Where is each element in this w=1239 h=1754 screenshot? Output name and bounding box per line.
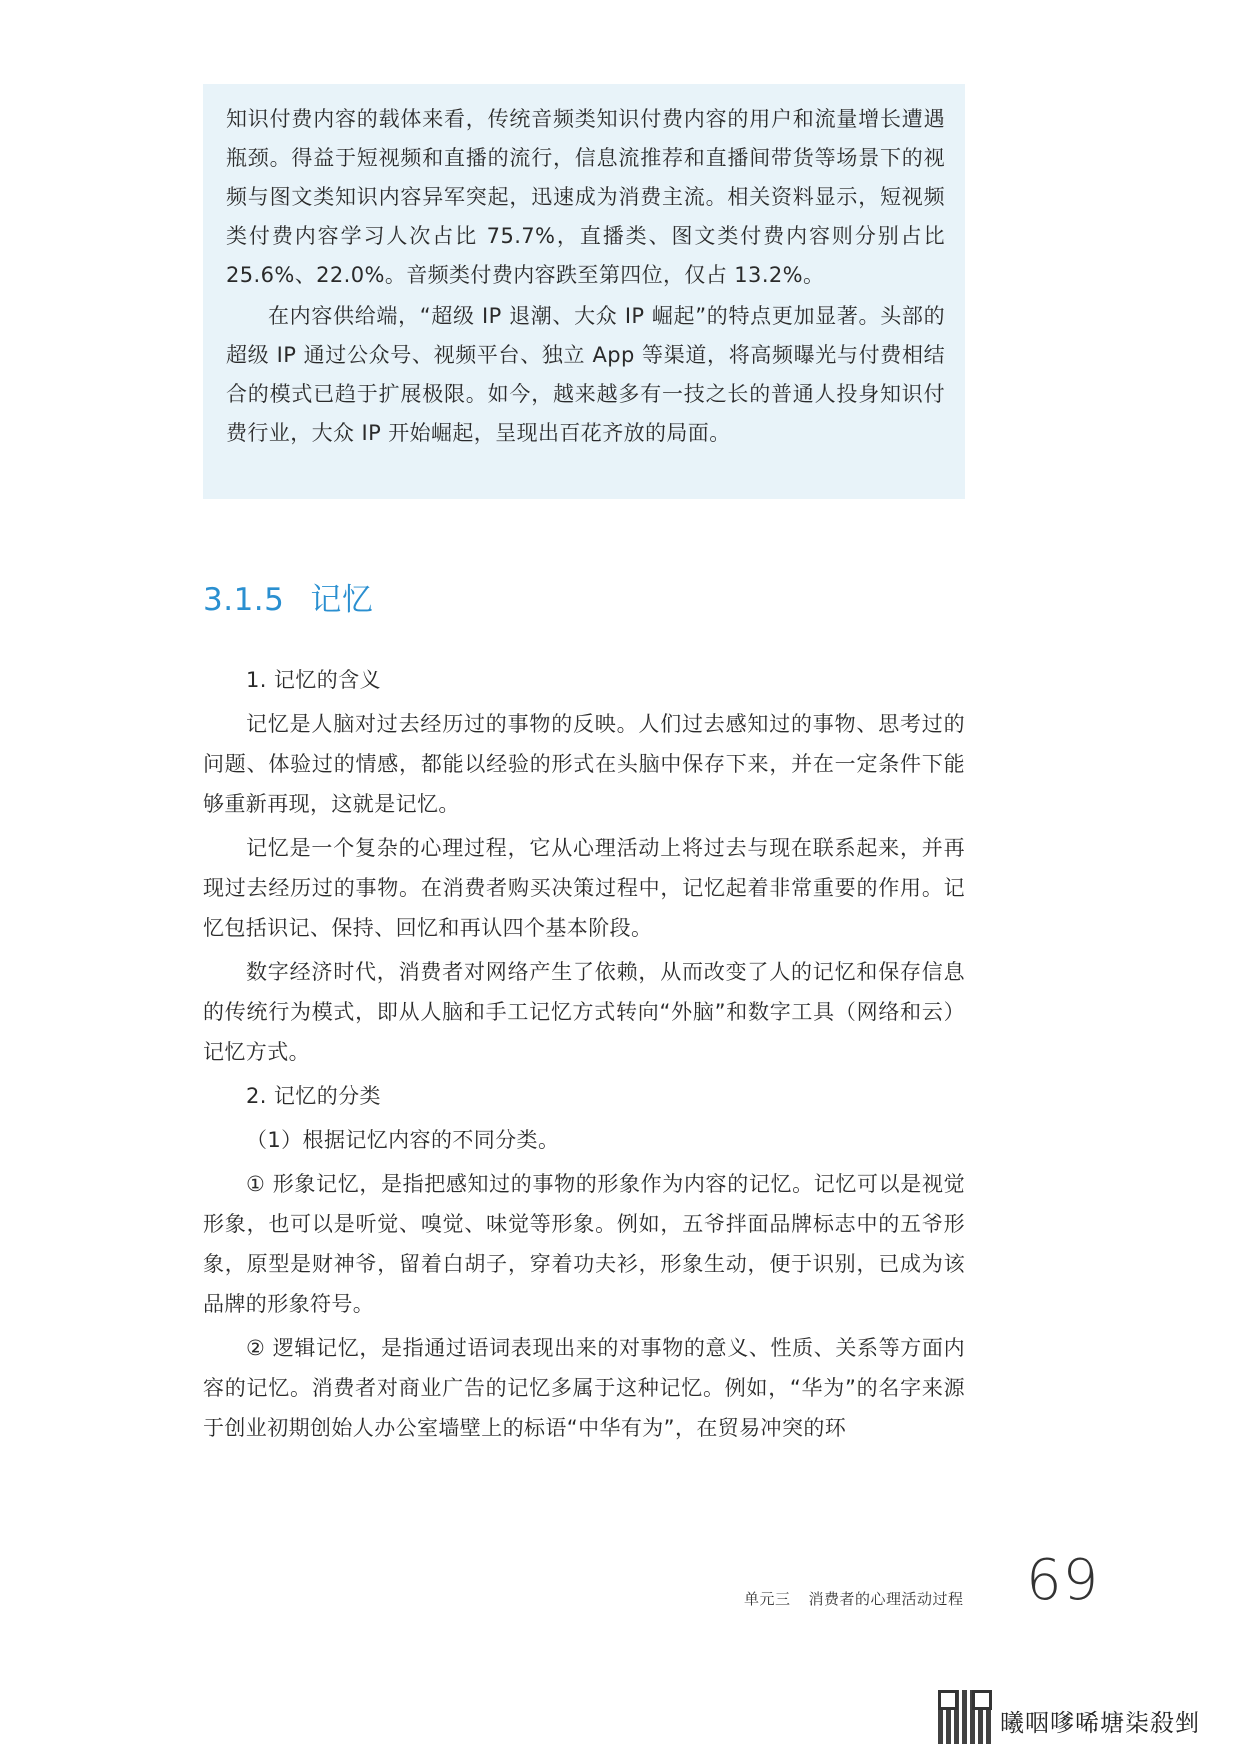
body-paragraph: ② 逻辑记忆，是指通过语词表现出来的对事物的意义、性质、关系等方面内容的记忆。消费者对商业广告的记忆多属于这种记忆。例如，“华为”的名字来源于创业初期创始人办公室墙壁上的标语“中华有为”，在贸易冲突的环 — [203, 1336, 965, 1440]
footer-unit: 单元三 — [744, 1590, 791, 1608]
watermark-text: 曦咽嗲唏塘柒殺剉 — [1000, 1709, 1200, 1737]
body-text — [203, 660, 965, 1448]
body-paragraph: （1）根据记忆内容的不同分类。 — [246, 1128, 560, 1152]
callout-paragraph-1: 知识付费内容的载体来看，传统音频类知识付费内容的用户和流量增长遭遇瓶颈。得益于短视频和直播的流行，信息流推荐和直播间带货等场景下的视频与图文类知识内容异军突起，迅速成为消费主流。相关资料显示，短视频类付费内容学习人次占比 75.7%，直播类、图文类付费内容则分别占比 25.6%、22.0%。音频类付费内容跌至第四位，仅占 13.2%。 — [226, 107, 945, 287]
section-heading — [203, 574, 373, 619]
subheading-meaning: 1. 记忆的含义 — [246, 668, 381, 692]
body-paragraph: 数字经济时代，消费者对网络产生了依赖，从而改变了人的记忆和保存信息的传统行为模式，即从人脑和手工记忆方式转向“外脑”和数字工具（网络和云）记忆方式。 — [203, 960, 965, 1064]
running-footer — [744, 1588, 964, 1609]
section-title: 记忆 — [310, 582, 374, 618]
subheading-classification: 2. 记忆的分类 — [246, 1084, 381, 1108]
body-paragraph: 记忆是人脑对过去经历过的事物的反映。人们过去感知过的事物、思考过的问题、体验过的情感，都能以经验的形式在头脑中保存下来，并在一定条件下能够重新再现，这就是记忆。 — [203, 712, 965, 816]
body-paragraph: ① 形象记忆，是指把感知过的事物的形象作为内容的记忆。记忆可以是视觉形象，也可以是听觉、嗅觉、味觉等形象。例如，五爷拌面品牌标志中的五爷形象，原型是财神爷，留着白胡子，穿着功夫衫，形象生动，便于识别，已成为该品牌的形象符号。 — [203, 1172, 965, 1316]
section-number: 3.1.5 — [203, 582, 285, 618]
callout-box — [203, 84, 965, 499]
qr-code-icon — [938, 1690, 992, 1744]
body-paragraph: 记忆是一个复杂的心理过程，它从心理活动上将过去与现在联系起来，并再现过去经历过的事物。在消费者购买决策过程中，记忆起着非常重要的作用。记忆包括识记、保持、回忆和再认四个基本阶段。 — [203, 836, 965, 940]
footer-chapter: 消费者的心理活动过程 — [808, 1590, 964, 1608]
callout-paragraph-2: 在内容供给端，“超级 IP 退潮、大众 IP 崛起”的特点更加显著。头部的超级 IP 通过公众号、视频平台、独立 App 等渠道，将高频曝光与付费相结合的模式已趋于扩展极限。如今，越来越多有一技之长的普通人投身知识付费行业，大众 IP 开始崛起，呈现出百花齐放的局面。 — [226, 304, 945, 445]
page-number: 69 — [1026, 1548, 1100, 1613]
